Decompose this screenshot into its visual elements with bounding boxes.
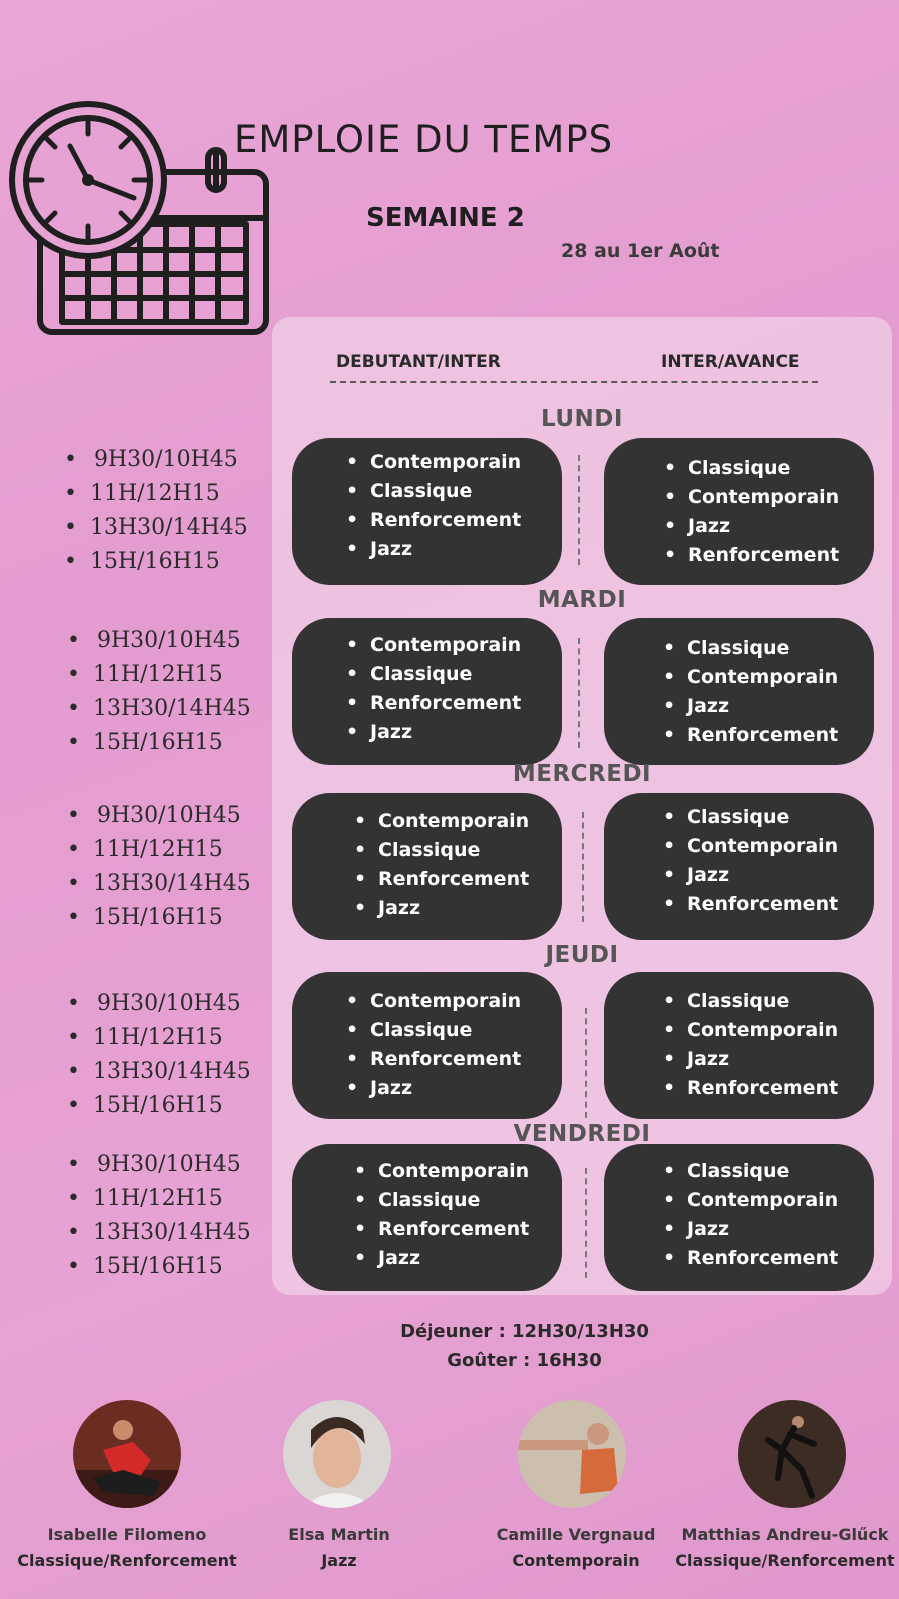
week-subtitle: SEMAINE 2 [366, 203, 525, 233]
class-item: • Contemporain [354, 807, 562, 836]
time-list-lundi [64, 443, 248, 579]
day-label-mercredi: MERCREDI [512, 761, 652, 787]
class-item: • Renforcement [663, 1074, 874, 1103]
day-label-jeudi: JEUDI [545, 942, 619, 968]
teacher-name: Elsa Martin [288, 1525, 390, 1544]
time-slot: • 9H30/10H45 [67, 799, 251, 833]
class-box-beginner-vendredi [292, 1144, 562, 1291]
time-slot: • 11H/12H15 [64, 477, 248, 511]
class-item: • Jazz [354, 894, 562, 923]
week-dates: 28 au 1er Août [561, 240, 720, 262]
time-slot: • 13H30/14H45 [64, 511, 248, 545]
lunch-time: Déjeuner : 12H30/13H30 [400, 1321, 649, 1342]
teacher-photo [738, 1400, 846, 1508]
class-box-beginner-mardi [292, 618, 562, 765]
class-item: • Classique [663, 803, 874, 832]
class-item: • Contemporain [663, 1186, 874, 1215]
class-item: • Jazz [663, 1215, 874, 1244]
class-item: • Renforcement [663, 1244, 874, 1273]
time-list-mercredi [67, 799, 251, 935]
class-item: • Contemporain [346, 448, 562, 477]
class-box-beginner-jeudi [292, 972, 562, 1119]
class-item: • Contemporain [663, 663, 874, 692]
teacher-name: Camille Vergnaud [496, 1525, 656, 1544]
time-slot: • 15H/16H15 [64, 545, 248, 579]
time-slot: • 13H30/14H45 [67, 1055, 251, 1089]
class-box-advanced-lundi [604, 438, 874, 585]
class-item: • Renforcement [664, 541, 874, 570]
time-slot: • 9H30/10H45 [67, 1148, 251, 1182]
class-item: • Contemporain [663, 832, 874, 861]
time-slot: • 15H/16H15 [67, 1089, 251, 1123]
time-list-vendredi [67, 1148, 251, 1284]
time-slot: • 13H30/14H45 [67, 692, 251, 726]
class-item: • Jazz [663, 1045, 874, 1074]
class-item: • Renforcement [346, 689, 562, 718]
page-title: EMPLOIE DU TEMPS [234, 118, 614, 161]
class-box-advanced-vendredi [604, 1144, 874, 1291]
class-item: • Jazz [663, 861, 874, 890]
column-header-advanced: INTER/AVANCE [661, 352, 800, 372]
class-item: • Renforcement [663, 721, 874, 750]
class-item: • Classique [664, 454, 874, 483]
teacher-specialty: Contemporain [512, 1551, 640, 1570]
teacher-caption [17, 1522, 237, 1574]
teacher-name: Isabelle Filomeno [47, 1525, 207, 1544]
class-item: • Classique [663, 634, 874, 663]
time-slot: • 13H30/14H45 [67, 867, 251, 901]
teacher-photo [73, 1400, 181, 1508]
class-item: • Jazz [354, 1244, 562, 1273]
class-item: • Jazz [346, 1074, 562, 1103]
class-item: • Classique [663, 1157, 874, 1186]
time-slot: • 9H30/10H45 [67, 624, 251, 658]
column-divider [585, 1168, 587, 1278]
teacher-caption [675, 1522, 895, 1574]
teacher-photo [518, 1400, 626, 1508]
class-item: • Contemporain [664, 483, 874, 512]
class-item: • Renforcement [346, 506, 562, 535]
teacher-specialty: Classique/Renforcement [675, 1551, 895, 1570]
teacher-caption [229, 1522, 449, 1574]
teacher-specialty: Classique/Renforcement [17, 1551, 237, 1570]
column-divider [582, 812, 584, 922]
class-item: • Jazz [346, 718, 562, 747]
time-slot: • 15H/16H15 [67, 901, 251, 935]
teacher-caption [466, 1522, 686, 1574]
time-slot: • 13H30/14H45 [67, 1216, 251, 1250]
class-item: • Jazz [346, 535, 562, 564]
time-slot: • 9H30/10H45 [67, 987, 251, 1021]
class-box-advanced-mercredi [604, 793, 874, 940]
class-item: • Renforcement [663, 890, 874, 919]
class-item: • Contemporain [346, 631, 562, 660]
snack-time: Goûter : 16H30 [447, 1350, 602, 1371]
class-item: • Jazz [664, 512, 874, 541]
class-box-beginner-lundi [292, 438, 562, 585]
class-item: • Contemporain [346, 987, 562, 1016]
class-item: • Classique [354, 836, 562, 865]
time-list-jeudi [67, 987, 251, 1123]
column-divider [578, 455, 580, 565]
teacher-name: Matthias Andreu-Glűck [681, 1525, 889, 1544]
class-box-advanced-mardi [604, 618, 874, 765]
class-box-advanced-jeudi [604, 972, 874, 1119]
teacher-photo [283, 1400, 391, 1508]
day-label-lundi: LUNDI [541, 406, 623, 432]
class-item: • Contemporain [663, 1016, 874, 1045]
class-item: • Classique [346, 660, 562, 689]
class-item: • Classique [346, 477, 562, 506]
day-label-mardi: MARDI [537, 587, 627, 613]
class-box-beginner-mercredi [292, 793, 562, 940]
time-slot: • 11H/12H15 [67, 658, 251, 692]
class-item: • Renforcement [354, 865, 562, 894]
time-slot: • 15H/16H15 [67, 1250, 251, 1284]
day-label-vendredi: VENDREDI [513, 1121, 651, 1147]
class-item: • Classique [354, 1186, 562, 1215]
column-header-beginner: DEBUTANT/INTER [336, 352, 501, 372]
time-slot: • 11H/12H15 [67, 833, 251, 867]
column-divider [585, 1008, 587, 1118]
class-item: • Classique [663, 987, 874, 1016]
header-divider [330, 381, 818, 383]
time-list-mardi [67, 624, 251, 760]
time-slot: • 15H/16H15 [67, 726, 251, 760]
class-item: • Renforcement [346, 1045, 562, 1074]
column-divider [578, 638, 580, 748]
class-item: • Contemporain [354, 1157, 562, 1186]
time-slot: • 11H/12H15 [67, 1182, 251, 1216]
teacher-specialty: Jazz [321, 1551, 357, 1570]
class-item: • Jazz [663, 692, 874, 721]
class-item: • Renforcement [354, 1215, 562, 1244]
class-item: • Classique [346, 1016, 562, 1045]
time-slot: • 9H30/10H45 [64, 443, 248, 477]
time-slot: • 11H/12H15 [67, 1021, 251, 1055]
